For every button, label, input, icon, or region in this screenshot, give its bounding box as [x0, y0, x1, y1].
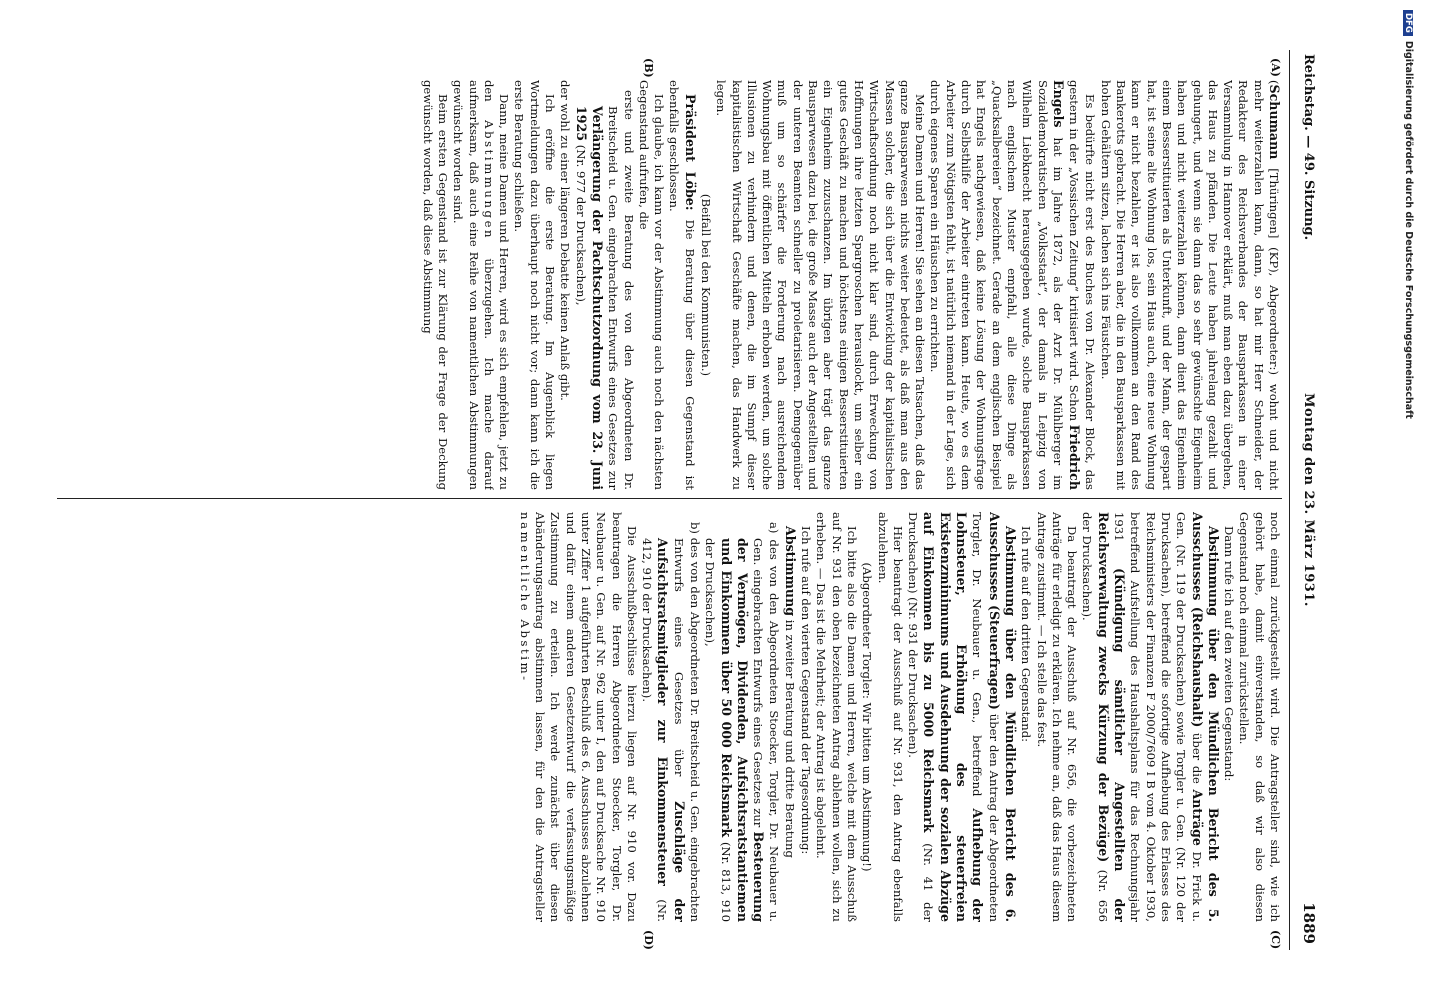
agenda-item: Abstimmung über den Mündlichen Bericht des 6. Ausschusses (Steuerfragen) über den Antrag der Abgeordneten Torgler, Dr. Neubauer u. Gen., betreffend Aufhebung der Lohnsteuer, Erhöhung des steuerfreien Existenzminimums und Ausdehnung der sozialen Abzüge auf Einkommen bis zu 5000 Reichsmark (Nr. 41 der Drucksachen) (Nr. 931 der Drucksachen).	[906, 512, 1018, 922]
name-engels: Friedrich Engels	[1050, 80, 1083, 490]
rotated-page	[45, 50, 1330, 950]
paragraph: Beim ersten Gegenstand ist zur Klärung der Frage der Deckung gewünscht worden, daß diese Abstimmung	[420, 80, 450, 490]
paragraph: Die Ausschußbeschlüsse hierzu liegen auf Nr. 910 vor. Dazu beantragen die Herren Abgeordneten Stoecker, Torgler, Dr. Neubauer u. Gen. auf Nr. 962 unter I, den auf Drucksache Nr. 910 unter Ziffer 1 aufgeführten Beschluß des 6. Ausschusses abzulehnen und dafür einem anderen Gesetzentwurf die verfassungsmäßige Zustimmung zu erteilen. Ich werde zunächst über diesen Abänderungsantrag abstimmen lassen, für den die Antragsteller namentliche Abstim-	[517, 512, 639, 922]
dfg-logo: DFG	[1403, 10, 1413, 36]
header-left: Reichstag. — 49. Sitzung.	[1301, 54, 1316, 241]
agenda-item: Abstimmung in zweiter Beratung und dritte Beratung	[782, 526, 798, 858]
agenda-subitem-b: b) des von den Abgeordneten Dr. Breitscheid u. Gen. eingebrachten Entwurfs eines Gesetzes über Zuschläge der Aufsichtsratsmitglieder zur Einkommensteuer (Nr. 412, 910 der Drucksachen).	[640, 522, 703, 922]
paragraph: Ich rufe auf den vierten Gegenstand der Tagesordnung:	[799, 526, 814, 855]
left-column	[57, 80, 1282, 490]
paragraph: Ich eröffne die erste Beratung. Im Augenblick liegen Wortmeldungen dazu überhaupt noch nicht vor; dann kann ich die erste Beratung schließen.	[512, 80, 558, 490]
funding-text: Digitalisierung gefördert durch die Deutsche Forschungsgemeinschaft	[1403, 40, 1414, 419]
agenda-item: Abstimmung über den Mündlichen Bericht des 5. Ausschusses (Reichshaushalt) über die Anträge Dr. Frick u. Gen. (Nr. 119 der Drucksachen) sowie Torgler u. Gen. (Nr. 120 der Drucksachen), betreffend die sofortige Aufhebung des Erlasses des Reichsministers der Finanzen F 2000/7609 I B vom 4. Oktober 1930, betreffend Aufstellung des Haushaltsplans für das Rechnungsjahr 1931 (Kündigung sämtlicher Angestellten der Reichsverwaltung zwecks Kürzung der Bezüge) (Nr. 656 der Drucksachen).	[1080, 512, 1221, 922]
page-header	[1289, 50, 1330, 950]
president-name: Präsident Löbe:	[682, 94, 698, 211]
paragraph: Ich bitte also die Damen und Herren, welche mit dem Ausschuß auf Nr. 931 den oben bezeichneten Antrag ablehnen wollen, sich zu erheben. — Das ist die Mehrheit; der Antrag ist abgelehnt.	[814, 512, 859, 922]
column-divider	[57, 498, 1282, 499]
paragraph: Präsident Löbe: Die Beratung über diesen Gegenstand ist ebenfalls geschlossen.	[667, 80, 698, 490]
agenda-subitem-a: a) des von den Abgeordneten Stoecker, Torgler, Dr. Neubauer u. Gen. eingebrachten Entwurfs eines Gesetzes zur Besteuerung der Vermögen, Dividenden, Aufsichtsratstantiemen und Einkommen über 50 000 Reichsmark (Nr. 813, 910 der Drucksachen),	[703, 522, 782, 922]
paragraph: Ich rufe auf den dritten Gegenstand:	[1019, 526, 1034, 743]
paragraph: (Schumann [Thüringen] (KP), Abgeordneter:) wohnt und nicht mehr weiterzahlen kann, dann, so hat mir Herr Schneider, der Redakteur des Reichsverbandes der Bausparkassen in einer Versammlung in Hannover erklärt, muß man eben dazu übergehen, das Haus zu pfänden. Die Leute haben jahrelang gezahlt und gehungert, und wenn sie dann das so sehr gewünschte Eigenheim haben und nicht weiterzahlen können, dann dient das Eigenheim einem Besserstituierten als Unterkunft, und der Mann, der gespart hat, ist seine alte Wohnung los, sein Haus auch, eine neue Wohnung kann er nicht bezahlen, er ist also vollkommen an den Rand des Bankerotts gebracht. Die Herren aber, die in den Bausparkassen mit hohen Gehältern sitzen, lachen sich ins Fäustchen.	[1098, 80, 1282, 490]
paragraph: Dann rufe ich auf den zweiten Gegenstand:	[1222, 526, 1237, 782]
paragraph: Dann, meine Damen und Herren, wird es sich empfehlen, jetzt zu den Abstimmungen überzugehen. Ich mache darauf aufmerksam, daß auch eine Reihe von namentlichen Abstimmungen gewünscht worden sind.	[451, 80, 512, 490]
header-date: Montag den 23. März 1931.	[1301, 393, 1316, 607]
interjection: (Abgeordneter Torgler: Wir bitten um Abstimmung!)	[860, 562, 875, 872]
paragraph: Es bedürfte nicht erst des Buches von Dr. Alexander Block, das gestern in der „Vossischen Zeitung“ kritisiert wird. Schon Friedrich Engels hat im Jahre 1872, als der Arzt Dr. Mühlberger im Sozialdemokratischen „Volksstaat“, der damals in Leipzig von Wilhelm Liebknecht herausgegeben wurde, solche Bausparkassen nach englischem Muster empfahl, alle diese Dinge als „Quacksalbereien“ bezeichnet. Gerade an dem englischen Beispiel hat Engels nachgewiesen, daß keine Lösung der Wohnungsfrage durch Selbsthilfe der Arbeiter eintreten kann. Heute, wo es dem Arbeiter zum Nötigsten fehlt, ist natürlich niemand in der Lage, sich durch eigenes Sparen ein Häuschen zu errichten.	[928, 80, 1098, 490]
applause-note: (Beifall bei den Kommunisten.)	[699, 193, 714, 377]
margin-mark-b: (B)	[642, 58, 655, 78]
paragraph: der wohl zu einer längeren Debatte keinen Anlaß gibt.	[558, 80, 573, 401]
speaker-name: Schumann	[1267, 84, 1282, 160]
paragraph: noch einmal zurückgestellt wird. Die Antragsteller sind, wie ich gehört habe, damit einverstanden, so daß wir also diesen Gegenstand noch einmal zurückstellen.	[1237, 512, 1282, 922]
paragraph: Da beantragt der Ausschuß auf Nr. 656, die vorbezeichneten Anträge für erledigt zu erklären. Ich nehme an, daß das Haus diesem Antrage zustimmt. — Ich stelle das fest.	[1034, 512, 1080, 922]
right-column	[57, 512, 1282, 922]
paragraph: Ich glaube, ich kann vor der Abstimmung auch noch den nächsten Gegenstand aufrufen, die	[636, 80, 667, 490]
agenda-item: erste und zweite Beratung des von den Abgeordneten Dr. Breitscheid u. Gen. eingebrachten Entwurfs eines Gesetzes zur Verlängerung der Pachtschutzordnung vom 23. Juni 1925 (Nr. 977 der Drucksachen),	[573, 90, 636, 490]
margin-mark-a: (A)	[1269, 58, 1282, 77]
paragraph: Meine Damen und Herren! Sie sehen an diesen Tatsachen, daß das ganze Bausparwesen nichts weiter bedeutet, als daß man aus den Massen solcher, die sich über die Entwicklung der kapitalistischen Wirtschaftsordnung noch nicht klar sind, durch Erweckung von Hoffnungen ihre letzten Spargroschen herauslockt, um selber ein gutes Geschäft zu machen und höchstens einigen Besserstituierten ein Eigenheim zuzuschanzen. Im übrigen aber trägt das ganze Bausparwesen dazu bei, die große Masse auch der Angestellten und der unteren Beamten schneller zu proletarisieren. Demgegenüber muß um so schärfer die Forderung nach ausreichendem Wohnungsbau mit öffentlichen Mitteln erhoben werden, um solche Illusionen zu verhindern und denen, die im Sumpf dieser kapitalistischen Wirtschaft Geschäfte machen, das Handwerk zu legen.	[714, 80, 928, 490]
page-number: 1889	[1300, 902, 1318, 944]
margin-mark-c: (C)	[1269, 930, 1282, 950]
paragraph: Hier beantragt der Ausschuß auf Nr. 931, den Antrag ebenfalls abzulehnen.	[875, 512, 905, 922]
funding-notice	[1398, 10, 1414, 990]
margin-mark-d: (D)	[642, 930, 655, 950]
